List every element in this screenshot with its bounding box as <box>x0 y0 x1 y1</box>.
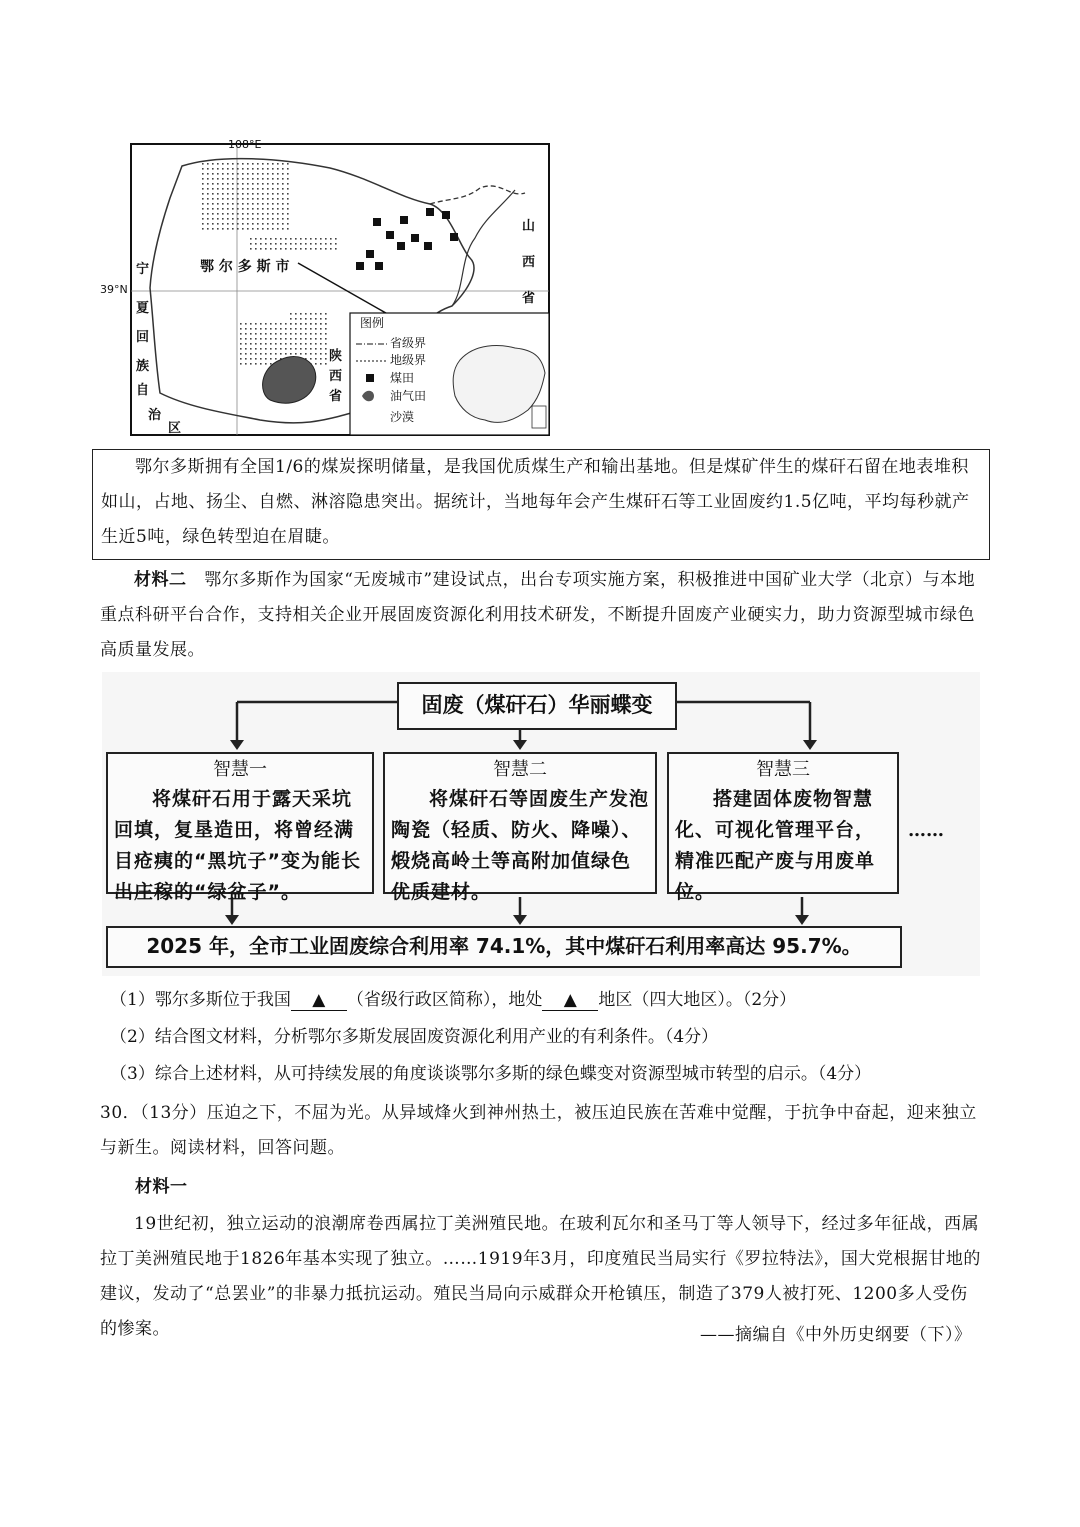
svg-text:夏: 夏 <box>136 301 150 316</box>
wisdom-box-1 <box>106 752 374 903</box>
svg-text:省级界: 省级界 <box>390 336 427 350</box>
svg-text:沙漠: 沙漠 <box>390 410 415 424</box>
wisdom-title-3: 智慧三 <box>756 759 810 780</box>
shaanxi-label <box>329 348 342 404</box>
svg-text:省: 省 <box>522 291 536 306</box>
svg-text:山: 山 <box>522 219 536 234</box>
shanxi-label <box>522 219 535 306</box>
latitude-label: 39°N <box>100 283 128 296</box>
material-two-label: 材料二 <box>134 570 187 590</box>
svg-text:地级界: 地级界 <box>390 353 427 367</box>
wisdom-text-2: 将煤矸石等固废生产发泡陶瓷（轻质、防火、降噪）、煅烧高岭土等高附加值绿色优质建材。 <box>391 788 650 903</box>
flow-ellipsis: …… <box>908 820 944 841</box>
question-3: （3）综合上述材料，从可持续发展的角度谈谈鄂尔多斯的绿色蝶变对资源型城市转型的启示。（4分） <box>110 1064 872 1084</box>
svg-text:煤田: 煤田 <box>390 371 415 385</box>
flow-result: 2025 年，全市工业固废综合利用率 74.1%，其中煤矸石利用率高达 95.7%。 <box>106 926 902 968</box>
wisdom-title-2: 智慧二 <box>493 759 547 780</box>
q30-source: ——摘编自《中外历史纲要（下）》 <box>700 1325 972 1345</box>
legend-title: 图例 <box>360 316 385 330</box>
wisdom-text-3: 搭建固体废物智慧化、可视化管理平台，精准匹配产废与用废单位。 <box>675 788 876 903</box>
question-1: （1）鄂尔多斯位于我国 ▲ （省级行政区简称），地处 ▲ 地区（四大地区）。（2分） <box>110 990 797 1010</box>
svg-text:油气田: 油气田 <box>390 389 427 403</box>
wisdom-text-1: 将煤矸石用于露天采坑回填，复垦造田，将曾经满目疮痍的“黑坑子”变为能长出庄稼的“绿盆子”。 <box>114 788 361 903</box>
question-30-intro: 30．（13分）压迫之下，不屈为光。从异域烽火到神州热土，被压迫民族在苦难中觉醒，于抗争中奋起，迎来独立与新生。阅读材料，回答问题。 <box>100 1103 977 1158</box>
answer-blank-1[interactable]: ▲ <box>291 990 347 1011</box>
wisdom-box-2 <box>383 752 657 903</box>
svg-text:宁: 宁 <box>136 262 150 277</box>
svg-text:族: 族 <box>136 359 150 374</box>
svg-text:省: 省 <box>329 389 343 404</box>
flow-diagram <box>102 672 980 976</box>
q30-material-label: 材料一 <box>135 1177 188 1197</box>
svg-text:回: 回 <box>136 330 150 345</box>
longitude-label: 108°E <box>228 138 262 151</box>
flow-title: 固废（煤矸石）华丽蝶变 <box>397 682 677 730</box>
svg-text:西: 西 <box>329 369 343 384</box>
wisdom-box-3 <box>667 752 899 903</box>
ordos-map <box>130 138 550 436</box>
svg-text:治: 治 <box>148 408 162 423</box>
question-2: （2）结合图文材料，分析鄂尔多斯发展固废资源化利用产业的有利条件。（4分） <box>110 1027 719 1047</box>
material-two <box>100 563 990 668</box>
material-one-box: 鄂尔多斯拥有全国1/6的煤炭探明储量，是我国优质煤生产和输出基地。但是煤矿伴生的煤矸石留在地表堆积如山，占地、扬尘、自燃、淋溶隐患突出。据统计，当地每年会产生煤矸石等工业固废约1.5亿吨，平均每秒就产生近5吨，绿色转型迫在眉睫。 <box>92 449 990 560</box>
svg-text:区: 区 <box>168 421 182 436</box>
q30-material-text: 19世纪初，独立运动的浪潮席卷西属拉丁美洲殖民地。在玻利瓦尔和圣马丁等人领导下，经过多年征战，西属拉丁美洲殖民地于1826年基本实现了独立。……1919年3月，印度殖民当局实行《罗拉特法》，国大党根据甘地的建议，发动了“总罢业”的非暴力抵抗运动。殖民当局向示威群众开枪镇压，制造了379人被打死、1200多人受伤的惨案。 <box>100 1214 981 1339</box>
svg-text:自: 自 <box>136 383 150 398</box>
answer-blank-2[interactable]: ▲ <box>542 990 598 1011</box>
svg-text:西: 西 <box>522 255 536 270</box>
wisdom-title-1: 智慧一 <box>213 759 267 780</box>
svg-text:陕: 陕 <box>329 349 343 364</box>
material-two-text: 鄂尔多斯作为国家“无废城市”建设试点，出台专项实施方案，积极推进中国矿业大学（北京）与本地重点科研平台合作，支持相关企业开展固废资源化利用技术研发，不断提升固废产业硬实力，助力资源型城市绿色高质量发展。 <box>100 570 976 660</box>
city-label: 鄂 尔 多 斯 市 <box>200 259 290 275</box>
